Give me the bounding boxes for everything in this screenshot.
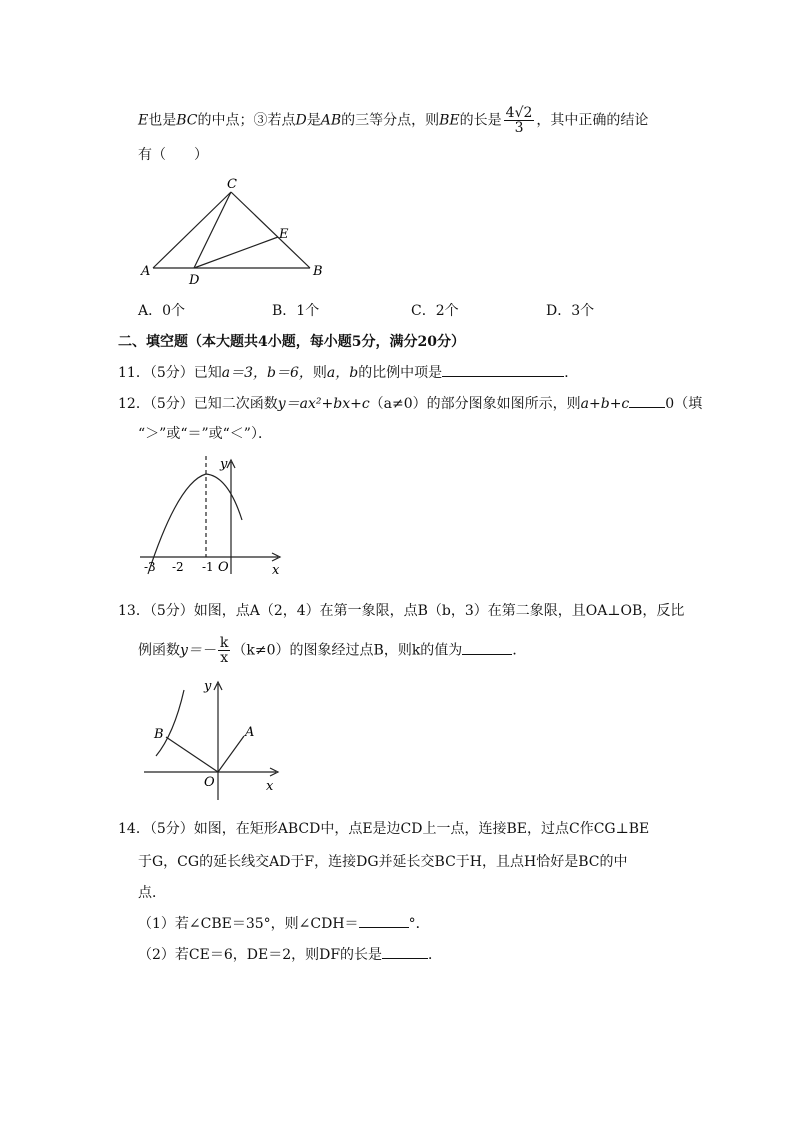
option-c: C．2个 bbox=[411, 303, 459, 319]
option-b: B．1个 bbox=[272, 303, 320, 319]
edge-ac bbox=[153, 192, 231, 268]
q10-line1: E也是BC的中点；③若点D是AB的三等分点，则BE的长是 $\frac{4√2}{3}$ ，其中正确的结论 bbox=[138, 105, 649, 136]
label-c: C bbox=[227, 177, 237, 192]
q12-answer-blank[interactable] bbox=[629, 393, 665, 408]
q14-sub1-answer-blank[interactable] bbox=[359, 913, 409, 928]
q14-sub2-answer-blank[interactable] bbox=[382, 944, 428, 959]
segment-oa bbox=[218, 736, 244, 772]
label-a: A bbox=[245, 725, 255, 740]
q12-line2: “＞”或“＝”或“＜”）． bbox=[138, 426, 272, 442]
label-x: x bbox=[266, 779, 274, 794]
label-e: E bbox=[279, 227, 289, 242]
q13-line1: 13．（5分）如图，点A（2，4）在第一象限，点B（b，3）在第二象限，且OA⊥OB，反比 bbox=[118, 603, 685, 619]
q10-triangle-figure bbox=[135, 172, 335, 290]
parabola-curve bbox=[148, 474, 242, 574]
label-b: B bbox=[154, 727, 164, 742]
q10-fraction: $\frac{4√2}{3}$ bbox=[505, 105, 533, 136]
q13-line2: 例函数y＝－ $\frac{k}{x}$ （k≠0）的图象经过点B，则k的值为 ． bbox=[138, 635, 527, 666]
label-x: x bbox=[272, 563, 280, 577]
tick-minus-2: -2 bbox=[172, 560, 184, 574]
q14-sub2: （2）若CE＝6，DE＝2，则DF的长是 ． bbox=[138, 944, 442, 965]
edge-cb bbox=[231, 192, 310, 268]
label-origin: O bbox=[204, 775, 215, 790]
option-d: D．3个 bbox=[546, 303, 595, 319]
q13-fraction: $\frac{k}{x}$ bbox=[219, 635, 229, 666]
label-origin: O bbox=[218, 560, 229, 575]
q12-parabola-graph bbox=[138, 452, 288, 577]
q13-hyperbola-graph bbox=[140, 672, 290, 802]
q10-line2: 有（ ） bbox=[138, 147, 208, 163]
q14-line1: 14．（5分）如图，在矩形ABCD中，点E是边CD上一点，连接BE，过点C作CG⊥BE bbox=[118, 821, 650, 837]
section-heading: 二、填空题（本大题共4小题，每小题5分，满分20分） bbox=[118, 334, 465, 350]
q11-answer-blank[interactable] bbox=[442, 362, 564, 377]
option-a: A．0个 bbox=[138, 303, 186, 319]
label-y: y bbox=[220, 457, 228, 472]
segment-ob bbox=[166, 737, 218, 772]
label-b: B bbox=[313, 264, 323, 279]
tick-minus-1: -1 bbox=[202, 560, 214, 574]
tick-minus-3: -3 bbox=[144, 560, 156, 574]
label-d: D bbox=[189, 273, 200, 288]
q14-line3: 点． bbox=[138, 885, 166, 901]
label-a: A bbox=[141, 264, 151, 279]
q12-line1: 12．（5分）已知二次函数y＝ax²+bx+c（a≠0）的部分图象如图所示，则a+b+c 0（填 bbox=[118, 393, 702, 414]
label-y: y bbox=[204, 679, 212, 694]
q11-line: 11．（5分）已知a＝3，b＝6，则a，b的比例中项是 ． bbox=[118, 362, 578, 383]
q14-line2: 于G，CG的延长线交AD于F，连接DG并延长交BC于H，且点H恰好是BC的中 bbox=[138, 854, 628, 870]
q13-answer-blank[interactable] bbox=[462, 640, 512, 655]
q14-sub1: （1）若∠CBE＝35°，则∠CDH＝ °． bbox=[138, 913, 430, 934]
